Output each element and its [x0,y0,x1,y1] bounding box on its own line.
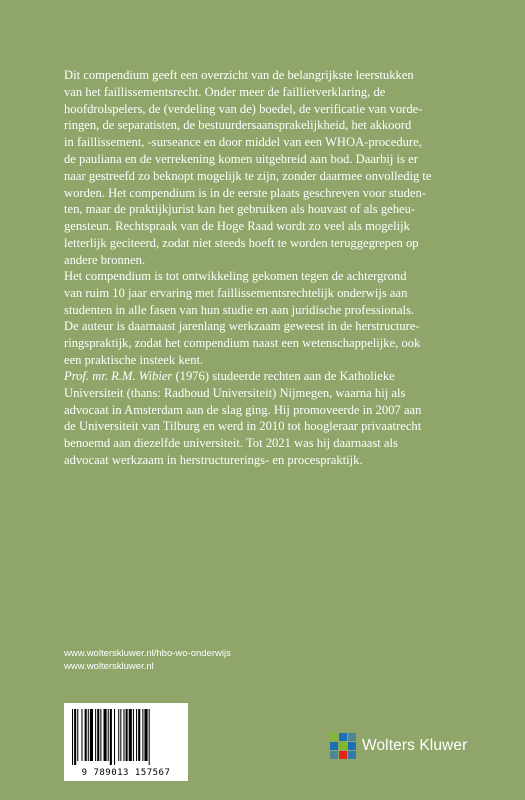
author-bio-line [64,368,464,385]
barcode-bar [149,709,150,765]
author-name: Prof. mr. R.M. Wibier [64,369,173,383]
description-line: ten, maar de praktijkjurist kan het gebruiken als houvast of als geheu- [64,202,416,217]
background-line: studenten in alle fasen van hun studie en aan juridische professionals. [64,302,415,317]
background-line: een praktische insteek kent. [64,352,204,367]
background-line: De auteur is daarnaast jarenlang werkzaam geweest in de herstructure- [64,319,420,334]
description-line: naar gestreefd zo beknopt mogelijk te zijn, zonder daarmee onvolledig te [64,168,432,183]
author-bio-line: advocaat werkzaam in herstructurerings- en procespraktijk. [64,452,363,467]
barcode-bar [126,709,128,761]
barcode-bar [118,709,119,761]
barcode-bar [120,709,121,761]
description-line: in faillissement, -surseance en door middel van een WHOA-procedure, [64,135,422,150]
description-line: van het faillissementsrecht. Onder meer de faillietverklaring, de [64,84,386,99]
barcode-bar [138,709,140,761]
barcode-bar [142,709,143,761]
barcode-bar [88,709,89,761]
barcode-bar [114,709,115,765]
description-line: hoofdrolspelers, de (verdeling van de) boedel, de verificatie van vorde- [64,101,423,116]
background-paragraph [64,268,464,369]
description-line: Dit compendium geeft een overzicht van de belangrijkste leerstukken [64,68,414,82]
barcode-bar [97,709,99,761]
barcode-bar [72,709,73,765]
barcode-bar [123,709,124,761]
barcode-bar [144,709,147,761]
url-onderwijs-link[interactable]: www.wolterskluwer.nl/hbo-wo-onderwijs [64,648,231,659]
description-line: gensteun. Rechtspraak van de Hoge Raad wordt zo veel als mogelijk [64,219,410,234]
barcode-bar [85,709,87,761]
barcode-bar [81,709,82,761]
barcode-bar [110,709,112,765]
description-line: ringen, de separatisten, de bestuurdersaansprakelijkheid, het akkoord [64,118,412,133]
publisher-name: Wolters Kluwer [362,737,468,754]
barcode-bar [104,709,107,761]
author-bio-line: de Universiteit van Tilburg en werd in 2010 tot hoogleraar privaatrecht [64,419,422,434]
barcode-bar [77,709,78,761]
isbn-barcode [64,703,188,781]
description-line: andere bronnen. [64,252,146,267]
barcode-bar [74,709,76,765]
author-bio-line: Universiteit (thans: Radboud Universiteit) Nijmegen, waarna hij als [64,385,406,400]
description-line: worden. Het compendium is in de eerste plaats geschreven voor studen- [64,185,426,200]
background-line: ringspraktijk, zodat het compendium naast een wetenschappelijke, ook [64,336,421,351]
description-line: letterlijk geciteerd, zodat niet steeds hoeft te worden teruggegrepen op [64,235,419,250]
barcode-bar [133,709,134,761]
background-line: van ruim 10 jaar ervaring met faillissementsrechtelijk onderwijs aan [64,285,408,300]
barcode-bar [100,709,101,761]
barcode-bar [95,709,96,761]
author-bio-line: advocaat in Amsterdam aan de slag ging. Hij promoveerde in 2007 aan [64,402,422,417]
author-bio-line: benoemd aan diezelfde universiteit. Tot 2021 was hij daarnaast als [64,436,398,451]
publisher-logo [330,731,467,761]
description-line: de pauliana en de verrekening komen uitgebreid aan bod. Daarbij is er [64,151,418,166]
barcode-bars [72,709,180,765]
isbn-number: 9 789013 157567 [81,768,171,778]
url-home-link[interactable]: www.wolterskluwer.nl [64,660,154,672]
wolters-kluwer-logo-icon [330,733,356,759]
description-paragraph [64,67,464,269]
barcode-bar [129,709,132,761]
author-bio-paragraph [64,368,464,469]
background-line: Het compendium is tot ontwikkeling gekomen tegen de achtergrond [64,269,407,283]
publisher-urls [64,648,231,673]
barcode-bar [90,709,93,761]
author-bio-text: (1976) studeerde rechten aan de Katholieke [172,369,395,383]
barcode-bar [136,709,137,761]
barcode-bar [108,709,109,761]
